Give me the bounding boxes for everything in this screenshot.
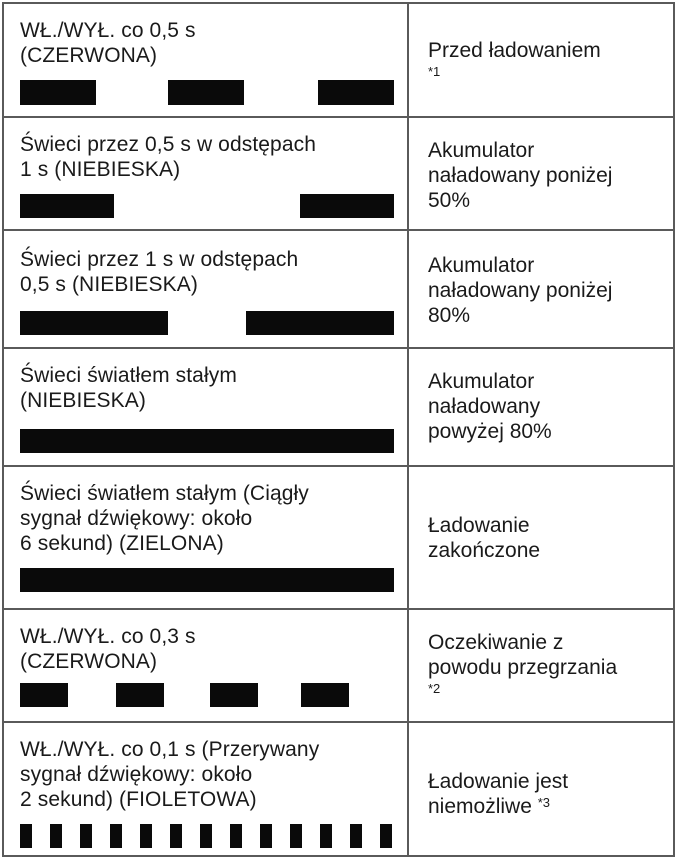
on-bar [318, 80, 394, 105]
table-row [4, 347, 673, 465]
status-label: Ładowanie jest niemożliwe [428, 770, 569, 818]
footnote-mark: *2 [428, 681, 441, 696]
on-bar [168, 80, 244, 105]
blink-pattern-bars [20, 194, 394, 218]
on-bar [300, 194, 394, 218]
on-bar [290, 824, 302, 848]
blink-pattern-bars [20, 824, 394, 848]
on-bar [50, 824, 62, 848]
status-text: Akumulator naładowany powyżej 80% [428, 370, 552, 443]
on-bar [20, 683, 68, 707]
on-bar [20, 824, 32, 848]
on-bar [20, 568, 394, 592]
status-label: Oczekiwanie z powodu przegrzania [428, 631, 618, 679]
blink-pattern-text: Świeci światłem stałym (NIEBIESKA) [20, 364, 237, 412]
on-bar [210, 683, 258, 707]
led-status-table [2, 2, 675, 857]
on-bar [20, 80, 96, 105]
blink-pattern-text: Świeci światłem stałym (Ciągły sygnał dźwiękowy: około 6 sekund) (ZIELONA) [20, 482, 309, 555]
table-row [4, 4, 673, 116]
status-label: Przed ładowaniem [428, 39, 601, 62]
blink-pattern-bars [20, 311, 394, 335]
blink-pattern-text: WŁ./WYŁ. co 0,5 s (CZERWONA) [20, 19, 196, 67]
on-bar [80, 824, 92, 848]
on-bar [170, 824, 182, 848]
status-text [428, 769, 668, 819]
blink-pattern-bars [20, 568, 394, 592]
on-bar [260, 824, 272, 848]
on-bar [140, 824, 152, 848]
blink-pattern-text: Świeci przez 0,5 s w odstępach 1 s (NIEBIESKA) [20, 133, 316, 181]
blink-pattern-text: WŁ./WYŁ. co 0,1 s (Przerywany sygnał dźwiękowy: około 2 sekund) (FIOLETOWA) [20, 738, 320, 811]
table-row [4, 465, 673, 608]
on-bar [301, 683, 349, 707]
blink-pattern-text: WŁ./WYŁ. co 0,3 s (CZERWONA) [20, 625, 196, 673]
blink-pattern-bars [20, 80, 394, 105]
footnote-mark: *1 [428, 64, 441, 79]
on-bar [320, 824, 332, 848]
status-text: Akumulator naładowany poniżej 50% [428, 139, 613, 212]
table-row [4, 721, 673, 855]
table-row [4, 608, 673, 721]
status-text [428, 630, 668, 705]
on-bar [116, 683, 164, 707]
on-bar [200, 824, 212, 848]
on-bar [20, 429, 394, 453]
on-bar [110, 824, 122, 848]
on-bar [20, 194, 114, 218]
on-bar [20, 311, 168, 335]
on-bar [230, 824, 242, 848]
on-bar [380, 824, 392, 848]
blink-pattern-bars [20, 683, 394, 707]
table-row [4, 116, 673, 229]
on-bar [246, 311, 394, 335]
status-text: Akumulator naładowany poniżej 80% [428, 254, 613, 327]
on-bar [350, 824, 362, 848]
table-row [4, 229, 673, 347]
blink-pattern-bars [20, 429, 394, 453]
status-text [428, 38, 668, 88]
blink-pattern-text: Świeci przez 1 s w odstępach 0,5 s (NIEBIESKA) [20, 248, 299, 296]
footnote-mark: *3 [537, 795, 551, 810]
status-text: Ładowanie zakończone [428, 514, 541, 562]
